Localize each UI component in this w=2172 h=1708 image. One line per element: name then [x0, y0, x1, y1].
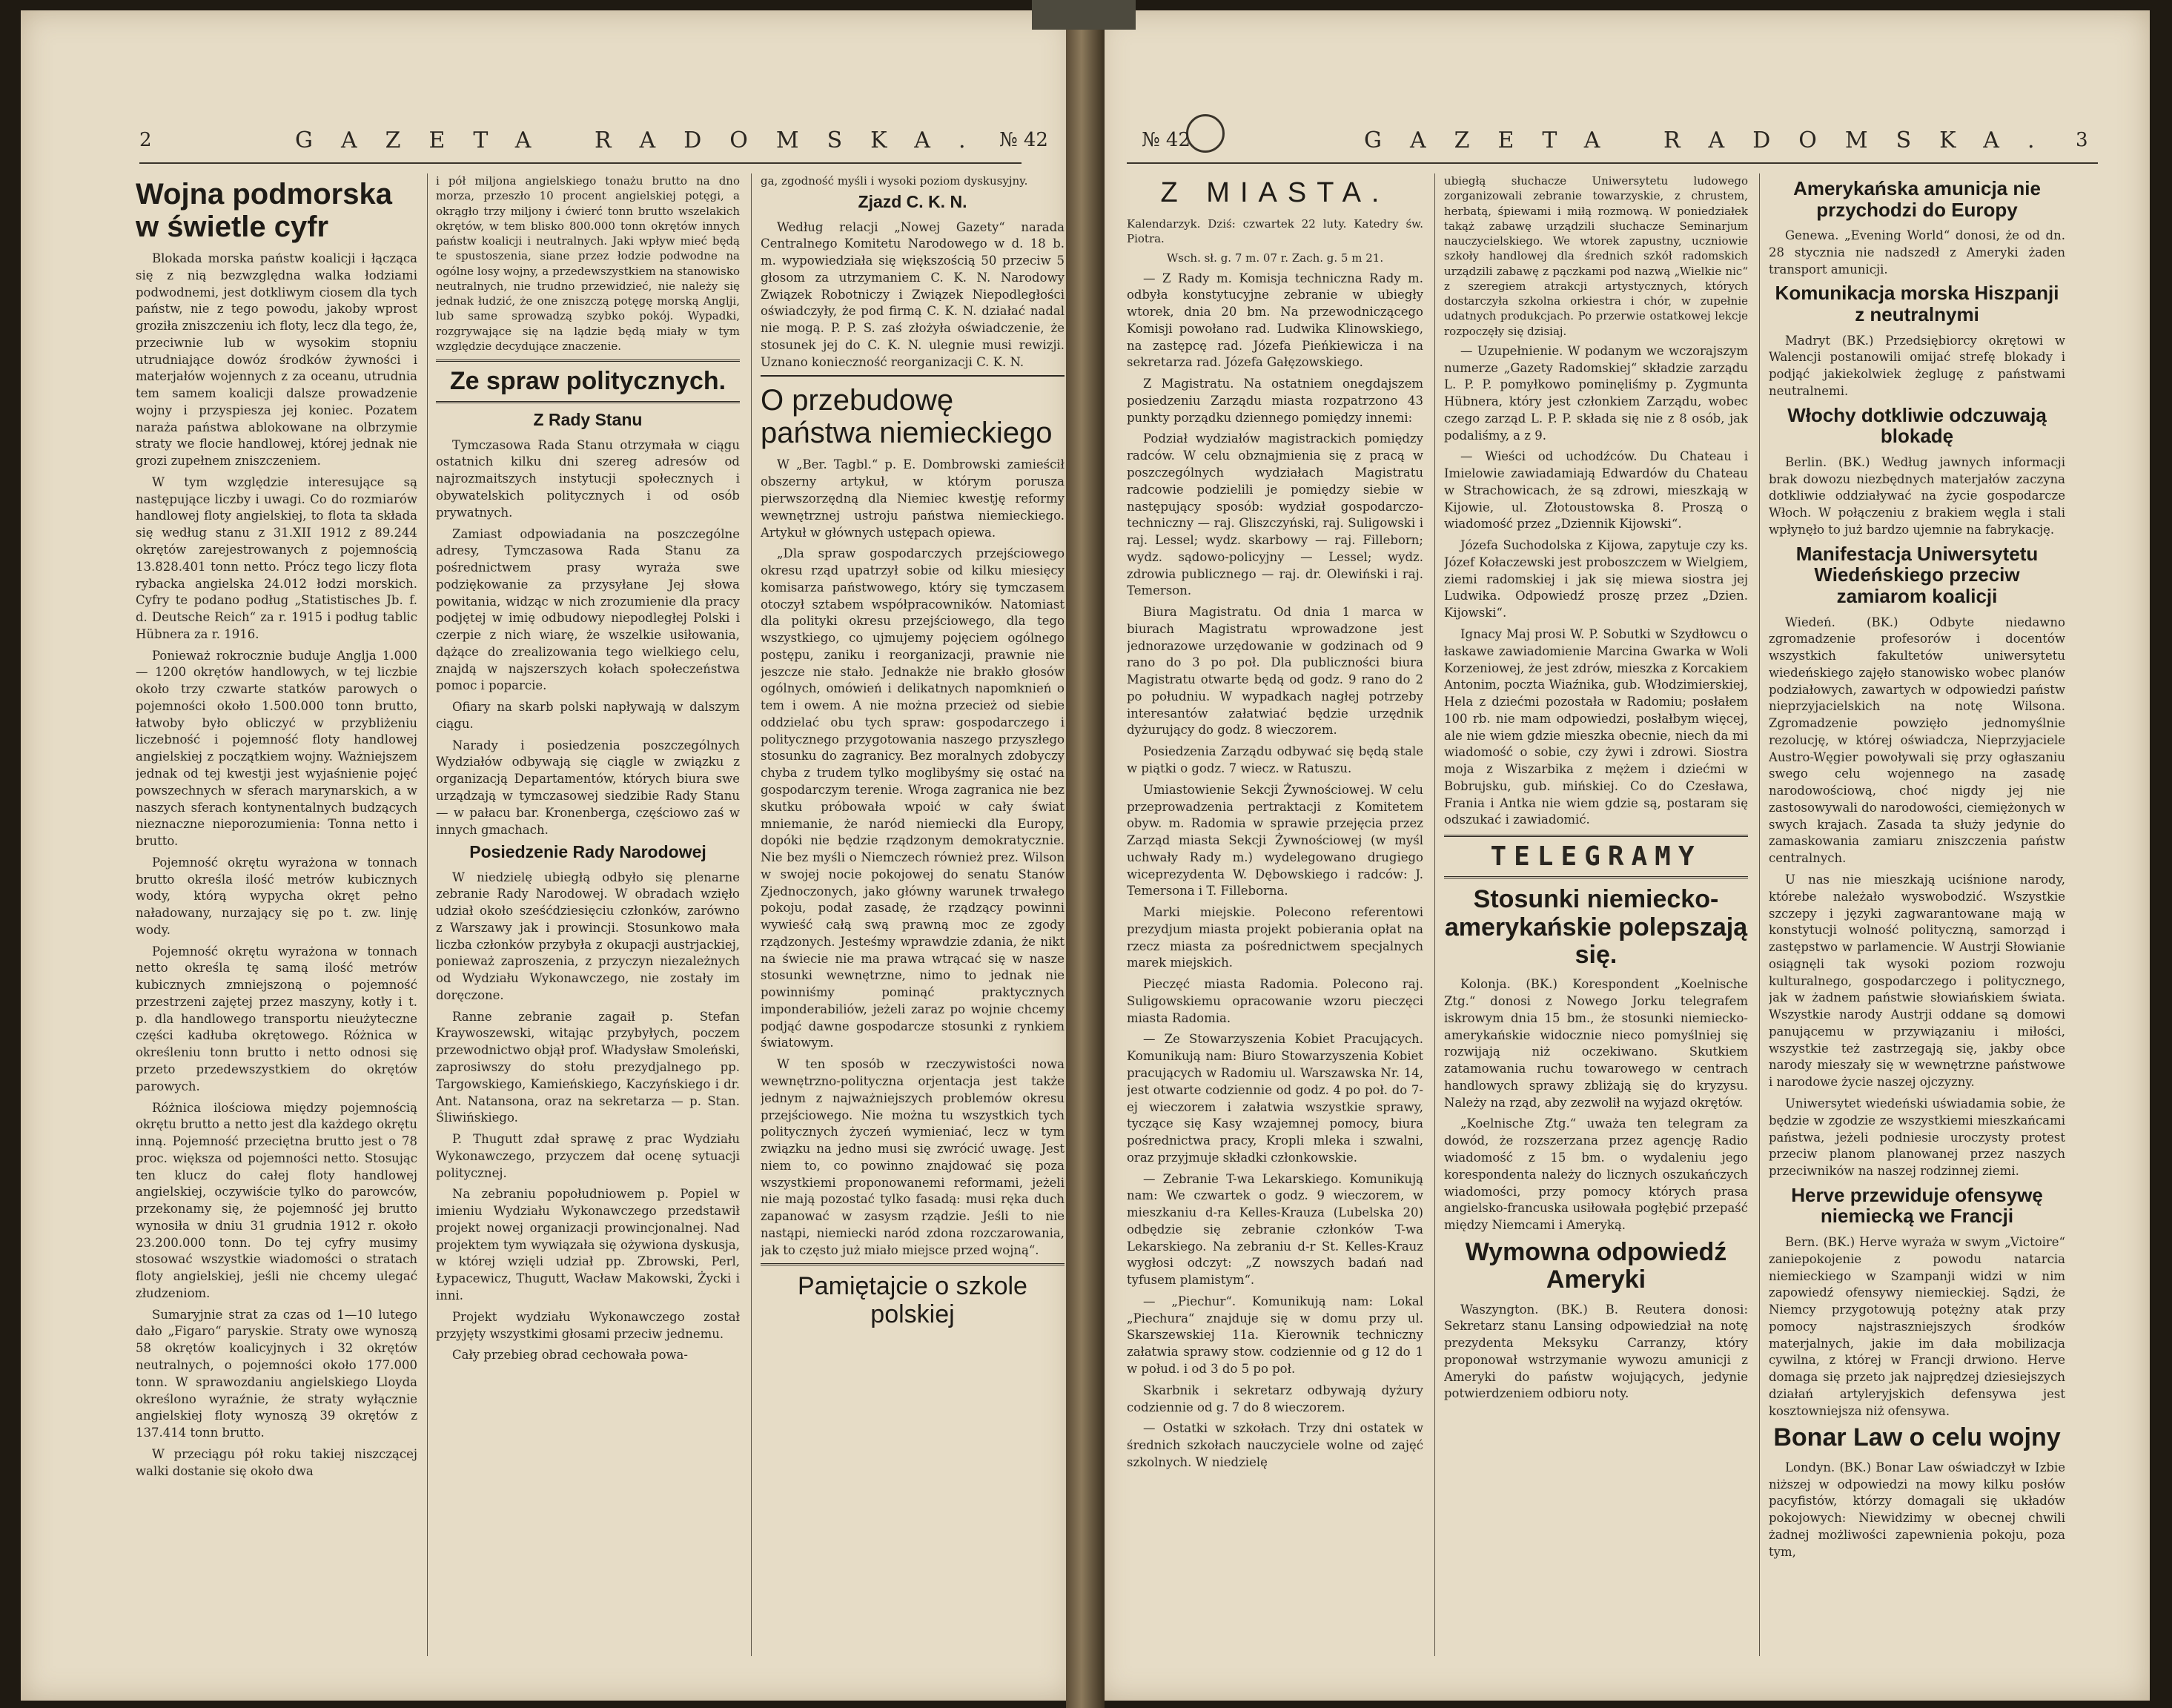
column-1: [1127, 173, 1423, 1671]
headline-manifestacja: Manifestacja Uniwersytetu Wiedeńskiego przeciw zamiarom koalicji: [1795, 542, 2039, 607]
binding-tape: [1032, 0, 1136, 30]
article-continuation: i pół miljona angielskiego tonażu brutto na dno morza, przeszło 10 procent angielskiej potęgi, a okrągło trzy miljony i ćwierć tonn brutto wszelakich okrętów, w tem blisko 800.000 tonn okrętów innych państw koalicji i neutralnych. Jaki wpływ mieć będą te spustoszenia, siane przez łodzie podwodne na ogólne losy wojny, a przedewszystkiem na stanowisko neutralnych, nie trudno przewidzieć, nie należy się jednak łudzić, że one zniszczą potęgę morską Anglji, lub same sprowadzą szybko pokój. Wypadki, rozgrywające się na lądzie będą miały w tym względzie decydujące znaczenie.: [436, 174, 740, 353]
headline-wymowna: Wymowna odpowiedź Ameryki: [1465, 1237, 1727, 1294]
article-paragraph: Ranne zebranie zagaił p. Stefan Kraywoszewski, witając przybyłych, poczem przewodnictwo objął prof. Władysław Smoleński, zaprosiwszy do stołu prezydjalnego pp. Targowskiego, Kamieńskiego, Kaczyńskiego i dr. Ant. Natansona, oraz na sekretarza — p. Stan. Śliwińskiego.: [436, 1009, 740, 1125]
headline-pamietajcie: Pamiętajcie o szkole polskiej: [761, 1263, 1065, 1328]
article-paragraph: Projekt wydziału Wykonawczego został przyjęty wszystkimi głosami przeciw jednemu.: [436, 1309, 740, 1341]
article-paragraph: Biura Magistratu. Od dnia 1 marca w biurach Magistratu wprowadzone jest jednorazowe urzędowanie w godzinach od 9 rano do 3 po poł. Dla publiczności biura Magistratu otwarte będą od godz. 9 rano do 2 po południu. W wypadkach nagłej potrzeby interesantów załatwiać będzie urzędnik dyżurujący do godz. 8 wieczorem.: [1127, 605, 1423, 738]
masthead: GAZETA RADOMSKA.: [1364, 128, 2063, 153]
article-paragraph: Skarbnik i sekretarz odbywają dyżury codziennie od g. 7 do 8 wieczorem.: [1127, 1383, 1423, 1414]
article-paragraph: Wiedeń. (BK.) Odbyte niedawno zgromadzenie profesorów i docentów wszystkich fakultetów uniwersytetu wiedeńskiego zajęło stanowisko wobec planów podziałowych, zawartych w odpowiedzi państw nieprzyjacielskich na notę Wilsona. Zgromadzenie powzięło jednomyślnie rezolucję, w której oświadcza, Nieprzyjaciele Austro-Węgier powoływali się przy ogłaszaniu swego celu wojennego na zasadę narodowościową, choć nigdy jej nie zastosowywali do narodowości, ciemiężonych w swych krajach. Zasada ta służy jedynie do zamaskowania zamiaru zniszczenia państw centralnych.: [1769, 615, 2065, 866]
header-rule: [1127, 162, 2098, 164]
article-paragraph: — Z Rady m. Komisja techniczna Rady m. odbyła konstytucyjne zebranie w ubiegły wtorek, dnia 20 bm. Na przewodniczącego Komisji powołano rad. Ludwika Klinowskiego, na zastępcę rad. Józefa Pieńkiewicza i na sekretarza rad. Józefa Gałęzowskiego.: [1127, 271, 1423, 370]
article-paragraph: W ten sposób w rzeczywistości nowa wewnętrzno-polityczna orjentacja jest także jednym z najważniejszych problemów okresu przejściowego. Nie można tu wszystkich tych politycznych życzeń wymieniać, lecz w tym związku na jedno musi się zwrócić uwagę. Jest niem to, co powinno znajdować się poza wszystkiemi proponowanemi reformami, jeżeli nie mają pozostać tylko fasadą: musi ręka duch zapanować w zasysm rządzie. Jeśli to nie nastąpi, niemiecki naród zdona rozczarowania, jak to często już miało miejsce przed wojną“.: [761, 1057, 1065, 1257]
section-heading-telegramy: TELEGRAMY: [1444, 835, 1748, 878]
article-paragraph: Józefa Suchodolska z Kijowa, zapytuje czy ks. Józef Kołaczewski jest proboszczem w Wielgiem, ziemi radomskiej i jak się miewa siostra jej Ludwika. Odpowiedź proszę przez „Dzien. Kijowski“.: [1444, 538, 1748, 620]
article-paragraph: Różnica ilościowa między pojemnością okrętu brutto a netto jest dla każdego okrętu inną. Pojemność przeciętna brutto jest o 78 proc. większa od pojemności netto. Stosując ten klucz do całej floty handlowej angielskiej, oczywiście tylko do parowców, przekonamy się, że pojemność jej brutto wynosiła w dniu 31 grudnia 1912 r. około 23.200.000 tonn. Do tej cyfry musimy stosować wszystkie wiadomości o stratach floty angielskiej, jeśli nie chcemy ulegać złudzeniom.: [136, 1100, 417, 1300]
column-2: [1444, 173, 1748, 1671]
article-paragraph: Berlin. (BK.) Według jawnych informacji brak dowozu niezbędnych materjałów zaczyna dotkliwie oddziaływać na życie gospodarcze Włoch. W połączeniu z brakiem węgla i stali wpłynęło to już bardzo ujemnie na fabrykację.: [1769, 454, 2065, 537]
article-paragraph: — „Piechur“. Komunikują nam: Lokal „Piechura“ znajduje się w domu przy ul. Skarszewskiej 11a. Kierownik techniczny załatwia sprawy stow. codziennie od g 12 do 1 w połud. i od 3 do 5 po poł.: [1127, 1294, 1423, 1377]
book-spine: [1066, 0, 1105, 1708]
section-heading-z-miasta: Z MIASTA.: [1160, 177, 1390, 208]
article-paragraph: Umiastowienie Sekcji Żywnościowej. W celu przeprowadzenia pertraktacji z Komitetem obyw. m. Radomia w sprawie przejęcia przez Zarząd miasta Sekcji Żywnościowej (w myśl uchwały Rady m.) wydelegowano drugiego wiceprezydenta W. Dębowskiego i radców: J. Temersona i T. Filleborna.: [1127, 782, 1423, 898]
column-rule: [751, 173, 752, 1656]
headline-przebudowa: O przebudowę państwa niemieckiego: [761, 375, 1065, 449]
article-paragraph: Pojemność okrętu wyrażona w tonnach netto określa tę samą ilość metrów kubicznych zmniejszoną o pojemność przestrzeni zajętej przez maszyny, kotły i t. p. dla handlowego transportu nieużyteczne części kadłuba okrętowego. Różnica w określeniu tonn brutto i netto odnosi się przeto przedewszystkiem do okrętów parowych.: [136, 944, 417, 1093]
sunrise-line: Wsch. sł. g. 7 m. 07 r. Zach. g. 5 m 21.: [1166, 251, 1384, 265]
column-rule: [1759, 173, 1760, 1656]
page-number: 3: [2076, 129, 2088, 151]
column-rule: [1434, 173, 1435, 1656]
article-paragraph: Bern. (BK.) Herve wyraża w swym „Victoire“ zaniepokojenie z powodu natarcia niemieckiego w Szampanji widzi w nim zapowiedź ofensywy niemieckiej. Sądzi, że Niemcy przygotowują potężny atak przy pomocy najstraszniejszych środków materjalnych, jakie im dała mobilizacja cywilna, z której w Francji drwiono. Herve domaga się przeto jak najprędzej dziesiejszych działań artyleryjskich defensywa jest kosztowniejsza niż ofensywa.: [1769, 1234, 2065, 1418]
article-paragraph: Uniwersytet wiedeński uświadamia sobie, że będzie w zgodzie ze wszystkiemi mieszkańcami państwa, jeżeli podniesie uroczysty protest przeciw planom planowanej przez naszych przeciwników na naszej rodzinnej ziemi.: [1769, 1096, 2065, 1179]
article-paragraph: Narady i posiedzenia poszczególnych Wydziałów odbywają się ciągle w związku z organizacją Departamentów, których biura swe urządzają w tymczasowej siedzibie Rady Stanu — w pałacu bar. Kronenberga, częściowo zaś w innych gmachach.: [436, 738, 740, 837]
article-paragraph: U nas nie mieszkają uciśnione narody, którebe należało wyswobodzić. Wszystkie szczepy i języki zagwarantowane mają w konstytucji wolność polityczną, samorząd i zastępstwo w parlamencie. W Austrji Słowianie osiągnęli tak wysoki poziom rozwoju kulturalnego, gospodarczego i politycznego, jak w żadnem państwie słowiańskiem świata. Wszystkie narody Austrji oddane są domowi panującemu w przywiązaniu i miłości, wszystkie też zastrzegają się, jakby obce narody mieszały się w wewnętrzne państwowe i narodowe życie naszej ojczyzny.: [1769, 873, 2065, 1090]
calendar-line: Kalendarzyk. Dziś: czwartek 22 luty. Katedry św. Piotra.: [1127, 216, 1423, 246]
article-paragraph: Z Magistratu. Na ostatniem onegdajszem posiedzeniu Zarządu miasta rozpatrzono 43 punkty porządku dziennego pomiędzy innemi:: [1127, 377, 1423, 425]
section-heading-politics: Ze spraw politycznych.: [436, 360, 740, 403]
article-paragraph: Sumaryjnie strat za czas od 1—10 lutego dało „Figaro“ paryskie. Straty owe wynoszą 58 okrętów koalicyjnych i 32 okrętów neutralnych, o pojemności około 177.000 tonn. W sprawozdaniu angielskiego Lloyda określono wyraźnie, że straty wyłącznie angielskiej floty wynoszą 39 okrętów z 137.414 tonn brutto.: [136, 1307, 417, 1440]
running-head-left: [21, 122, 1073, 159]
masthead: GAZETA RADOMSKA.: [295, 128, 994, 153]
headline-rada-stanu: Z Rady Stanu: [533, 410, 643, 430]
article-paragraph: W „Ber. Tagbl.“ p. E. Dombrowski zamieścił obszerny artykuł, w którym porusza pierwszorzędną dla Niemiec kwestję reformy wewnętrznej ustroju państwa niemieckiego. Artykuł w głównych ustępach opiewa.: [761, 457, 1065, 540]
left-page: [21, 10, 1073, 1701]
column-3: [761, 173, 1065, 1671]
article-paragraph: Ponieważ rokrocznie buduje Anglja 1.000 — 1200 okrętów handlowych, w tej liczbie około trzy czwarte statków parowych o pojemności około 1.500.000 tonn brutto, łatwoby było obliczyć w przybliżeniu liczebność i pojemność floty handlowej angielskiej z początkiem wojny. Ważniejszem jednak od tej kwestji jest wyjaśnienie pojęć powszechnych w sferach marynarskich, a w naszych sferach kontynentalnych budzących nieznaczne nieporozumienia: Tonna netto i brutto.: [136, 648, 417, 849]
article-paragraph: W przeciągu pół roku takiej niszczącej walki dostanie się około dwa: [136, 1446, 417, 1478]
column-rule: [427, 173, 428, 1656]
header-rule: [139, 162, 1022, 164]
article-paragraph: Ignacy Maj prosi W. P. Sobutki w Szydłowcu o łaskawe zawiadomienie Marcina Gwarka w Woli Korzeniowej, że jest zdrów, mieszka z Korcakiem Antonim, poczta Wiaźnika, gub. Włodzimierskiej, Hela z dziećmi pozostała w Radomiu; posłałem 100 rb. nie mam odpowiedzi, posłałbym więcej, ale nie wiem gdzie mieszka obecnie, niech da mi wiadomość o sobie, czy żywi i zdrowi. Siostra moja z Wiszarbika z mężem i dziećmi w Bobrujsku, gub. mińskiej. Co do Czesława, Frania i Antka nie wiem gdzie są, postaram się odszukać i zawiadomić.: [1444, 627, 1748, 827]
right-page: [1097, 10, 2150, 1701]
article-paragraph: Posiedzenia Zarządu odbywać się będą stale w piątki o godz. 7 wiecz. w Ratuszu.: [1127, 744, 1423, 775]
article-paragraph: — Ze Stowarzyszenia Kobiet Pracujących. Komunikują nam: Biuro Stowarzyszenia Kobiet pracujących w Radomiu ul. Warszawska Nr. 14, jest otwarte codziennie od godz. 4 po poł. do 7-ej wieczorem i załatwia wszystkie sprawy, tyczące się Kasy wzajemnej pomocy, biura pośrednictwa pracy, Kropli mleka i szwalni, oraz przyjmuje składki członkowskie.: [1127, 1032, 1423, 1165]
running-head-right: [1097, 122, 2150, 159]
article-paragraph: Według relacji „Nowej Gazety“ narada Centralnego Komitetu Narodowego w d. 18 b. m. wypowiedziała się większością 50 przeciw 5 głosom za utrzymaniem C. K. N. Narodowy Związek Robotniczy i Związek Niepodległości oświadczyły, że pod firmą C. K. N. działać nadal nie mogą. P. P. S. zaś złożyła oświadczenie, że stosunek jej do C. K. N. ulegnie musi rewizji. Uznano konieczność reorganizacji C. K. N.: [761, 219, 1065, 369]
article-paragraph: Pieczęć miasta Radomia. Polecono raj. Suligowskiemu opracowanie wzoru pieczęci miasta Radomia.: [1127, 977, 1423, 1025]
headline-stosunki: Stosunki niemiecko-amerykańskie polepszają się.: [1444, 885, 1748, 969]
column-2: [436, 173, 740, 1671]
article-paragraph: Cały przebieg obrad cechowała powa-: [452, 1348, 688, 1363]
headline-hiszpanii: Komunikacja morska Hiszpanji z neutralnymi: [1775, 282, 2059, 326]
article-paragraph: Ofiary na skarb polski napływają w dalszym ciągu.: [436, 700, 740, 731]
article-continuation: ubiegłą słuchacze Uniwersytetu ludowego zorganizowali zebranie towarzyskie, z chrustem, herbatą, śpiewami i miłą rozmową. W poniedziałek takąż zabawę urządzili słuchacze Seminarjum nauczycielskiego. We wtorek zapustny, uczniowie szkoły handlowej dla średnich szkół radomskich urządzili zabawę z pączkami pod nazwą „Wielkie nic“ z szeregiem atrakcji artystycznych, których dostarczyła szkolna orkiestra i chór, w zupełnie udatnych produkcjach. Po przerwie ostatkowej lekcje rozpoczęły się dzisiaj.: [1444, 174, 1748, 338]
headline-zjazd: Zjazd C. K. N.: [858, 192, 967, 212]
column-1: [136, 173, 417, 1671]
headline-bonar: Bonar Law o celu wojny: [1773, 1423, 2061, 1452]
article-paragraph: — Ostatki w szkołach. Trzy dni ostatek w średnich szkołach nauczyciele wolne od zajęć szkolnych. W niedzielę: [1127, 1421, 1423, 1469]
article-paragraph: „Koelnische Ztg.“ uważa ten telegram za dowód, że rozszerzana przez agencję Radio wiadomość z 15 bm. o wydaleniu jego korespondenta należy do licznych oszukańczych wiadomości, przy pomocy których prasa angielsko-francuska usiłowała pogłębić przepaść między Niemcami i Ameryką.: [1444, 1116, 1748, 1233]
article-paragraph: Marki miejskie. Polecono referentowi prezydjum miasta projekt pobierania opłat na rzecz miasta za pośrednictwem specjalnych marek miejskich.: [1127, 905, 1423, 970]
headline-wojna: Wojna podmorska w świetle cyfr: [136, 178, 392, 243]
article-paragraph: Pojemność okrętu wyrażona w tonnach brutto określa ilość metrów kubicznych wody, którą wypycha okręt pełno naładowany, nurzający się po t. zw. linję wody.: [136, 855, 417, 937]
article-paragraph: Madryt (BK.) Przedsiębiorcy okrętowi w Walencji postanowili omijać strefę blokady i podjąć jakiekolwiek żeglugę z państwami neutralnemi.: [1769, 333, 2065, 398]
article-paragraph: Waszyngton. (BK.) B. Reutera donosi: Sekretarz stanu Lansing odpowiedział na notę prezydenta Meksyku Carranzy, który proponował wstrzymanie wywozu amunicji z Ameryki do państw wojujących, jedynie potwierdzeniem odbioru noty.: [1444, 1302, 1748, 1401]
article-paragraph: „Dla spraw gospodarczych przejściowego okresu rząd upatrzył sobie od kilku miesięcy komisarza państwowego, który się tymczasem otoczył sztabem współpracowników. Natomiast dla polityki okresu przejściowego, dla tego wszystkiego, co ujmujemy pojęciem ogólnego postępu, zaniku i reorganizacji, prawnie nie jeszcze nie stało. Jednakże nie brakło głosów ogólnych, omówień i delikatnych napomknień o tem i owem. A nie można przecież od siebie oddzielać obu tych spraw: gospodarczego i politycznego przygotowania naszego przyszłego stosunku do zagranicy. Bez moralnych zdobyczy chyba z trudem tylko moglibyśmy się ostać na gospodarczym terenie. Wroga zagranica nie bez skutku próbowała wpoić w cały świat mniemanie, że naród niemiecki dla Europy, dopóki nie będzie rządzonym demokratycznie. Nie bez myśli o Niemczech również prez. Wilson w swojej nocie pokojowej do senatu Stanów Zjednoczonych, jako główny warunek trwałego pokoju, podał zasadę, że rządzący powinni wywieść całą swą prawną moc ze zgody rządzonych. Jesteśmy wprawdzie zdania, że nikt na świecie nie ma prawa wtrącać się w nasze stosunki wewnętrzne, nimo to jednak nie powinniśmy pominąć praktycznych imponderabiliów, jeżeli zaraz po wojnie chcemy podjąć dawne gospodarcze stosunki z rynkiem światowym.: [761, 546, 1065, 1050]
article-paragraph: — Wieści od uchodźców. Du Chateau i Imielowie zawiadamiają Edwardów du Chateau w Strachowicach, że są zdrowi, mieszkają w Kijowie, ul. Złotoustowska 8. Proszą o wiadomość przez „Dziennik Kijowski“.: [1444, 449, 1748, 532]
article-paragraph: — Zebranie T-wa Lekarskiego. Komunikują nam: We czwartek o godz. 9 wieczorem, w mieszkaniu d-ra Kelles-Krauza (Lubelska 20) odbędzie się zebranie członków T-wa Lekarskiego. Na zebraniu d-r St. Kelles-Krauz wygłosi odczyt: „Z nowszych badań nad tyfusem plamistym“.: [1127, 1171, 1423, 1288]
headline-posiedzenie: Posiedzenie Rady Narodowej: [469, 842, 706, 862]
headline-wlochy: Włochy dotkliwie odczuwają blokadę: [1787, 403, 2047, 448]
article-paragraph: Tymczasowa Rada Stanu otrzymała w ciągu ostatnich kilku dni szereg adresów od najrozmaitszych instytucji społecznych i obywatelskich politycznych i od osób prywatnych.: [436, 437, 740, 520]
headline-amunicja: Amerykańska amunicja nie przychodzi do Europy: [1793, 177, 2041, 221]
article-paragraph: Na zebraniu popołudniowem p. Popiel w imieniu Wydziału Wykonawczego przedstawił projekt nowej organizacji prowincjonalnej. Nad projektem tym wywiązała się ożywiona dyskusja, w której wzięli udział pp. Zbrowski, Perl, Łypacewicz, Thugutt, Wacław Makowski, Życki i inni.: [436, 1187, 740, 1302]
article-paragraph: W tym względzie interesujące są następujące liczby i uwagi. Co do rozmiarów handlowej floty angielskiej, to flota ta składa się według stanu z 31.XII 1912 z 89.244 okrętów zarejestrowanych z pojemnością 13.828.401 tonn netto. Prócz tego liczy flota rybacka angielska 24.012 łodzi morskich. Cyfry te podano podług „Statistisches Jb. f. d. Deutsche Reich“ za r. 1915 i podług tablic Hübnera za r. 1916.: [136, 474, 417, 641]
article-paragraph: W niedzielę ubiegłą odbyło się plenarne zebranie Rady Narodowej. W obradach wzięło udział około sześćdziesięciu członków, zarówno z Warszawy jak i prowincji. Stosunkowo mała liczba członków przybyła z okupacji austrjackiej, ponieważ zaproszenia, z przyczyn niezależnych od Wydziału Wykonawczego, nie zostały im doręczone.: [436, 870, 740, 1002]
page-number: 2: [139, 129, 152, 151]
article-paragraph: Genewa. „Evening World“ donosi, że od dn. 28 stycznia nie nadszedł z Ameryki żaden transport amunicji.: [1769, 228, 2065, 277]
issue-number: № 42: [1142, 129, 1191, 151]
article-paragraph: Zamiast odpowiadania na poszczególne adresy, Tymczasowa Rada Stanu za pośrednictwem prasy wyraża swe podziękowanie za przysyłane Jej słowa powitania, widząc w nich zrozumienie dla pracy podjętej w imię odbudowy niepodległej Polski i czerpie z nich wiarę, że wszelkie usiłowania, dążące do zrealizowania tego wielkiego celu, znajdą w najszerszych kołach społeczeństwa pomoc i poparcie.: [436, 526, 740, 693]
article-paragraph: P. Thugutt zdał sprawę z prac Wydziału Wykonawczego, przyczem dał ocenę sytuacji politycznej.: [436, 1132, 740, 1180]
article-paragraph: Kolonja. (BK.) Korespondent „Koelnische Ztg.“ donosi z Nowego Jorku telegrafem iskrowym dnia 15 bm., że stosunki niemiecko-amerykańskie widocznie nieco pomyślniej się rozwijają niż oczekiwano. Skutkiem zatamowania ruchu towarowego w centrach handlowych sprawy zbliżają się do kryzysu. Należy na rząd, aby zezwolił na wyjazd okrętów.: [1444, 977, 1748, 1110]
article-paragraph: Podział wydziałów magistrackich pomiędzy radców. W celu obznajmienia się z pracą w poszczególnych wydziałach Magistratu radcowie podzielili je pomiędzy siebie w następujący sposób: wydział gospodarczo-techniczny — raj. Gliszczyński, raj. Suligowski i raj. Lessel; wydz. skarbowy — raj. Filleborn; wydz. sądowo-policyjny — Lessel; wydz. zdrowia publicznego — raj. dr. Olewiński i raj. Temerson.: [1127, 431, 1423, 598]
article-continuation: ga, zgodność myśli i wysoki poziom dyskusyjny.: [761, 174, 1028, 188]
issue-number: № 42: [999, 129, 1048, 151]
article-paragraph: Londyn. (BK.) Bonar Law oświadczył w Izbie niższej w odpowiedzi na mowy kilku posłów pacyfistów, którzy domagali się układów pokojowych: Niewidzimy w obecnej chwili żadnej możliwości zapewnienia pokoju, poza tym,: [1769, 1460, 2065, 1559]
headline-herve: Herve przewiduje ofensywę niemiecką we Francji: [1791, 1183, 2043, 1228]
article-paragraph: — Uzupełnienie. W podanym we wczorajszym numerze „Gazety Radomskiej“ składzie zarządu L. P. P. pomyłkowo pominęliśmy p. Zygmunta Hübnera, który jest członkiem Zarządu, wobec czego zarząd L. P. P. składa się nie z 8 osób, jak podaliśmy, a z 9.: [1444, 343, 1748, 443]
article-paragraph: Blokada morska państw koalicji i łącząca się z nią bezwzględna walka łodziami podwodnemi, jest dotkliwym ciosem dla tych państw, nie z tego powodu, jakoby wprost groziła zniszczeniu ich floty, lecz dla tego, że, przeciwnie lub w wysokim stopniu utrudniające dowóz środków żywności i materjałów wojennych z za oceanu, utrudnia tem samem koalicji dalsze prowadzenie wojny i przyspiesza jej koniec. Pozatem naraża państwa ablokowane na olbrzymie straty we flocie handlowej, której jednak nie grozi zupełnem zniszczeniem.: [136, 251, 417, 469]
column-3: [1769, 173, 2065, 1671]
